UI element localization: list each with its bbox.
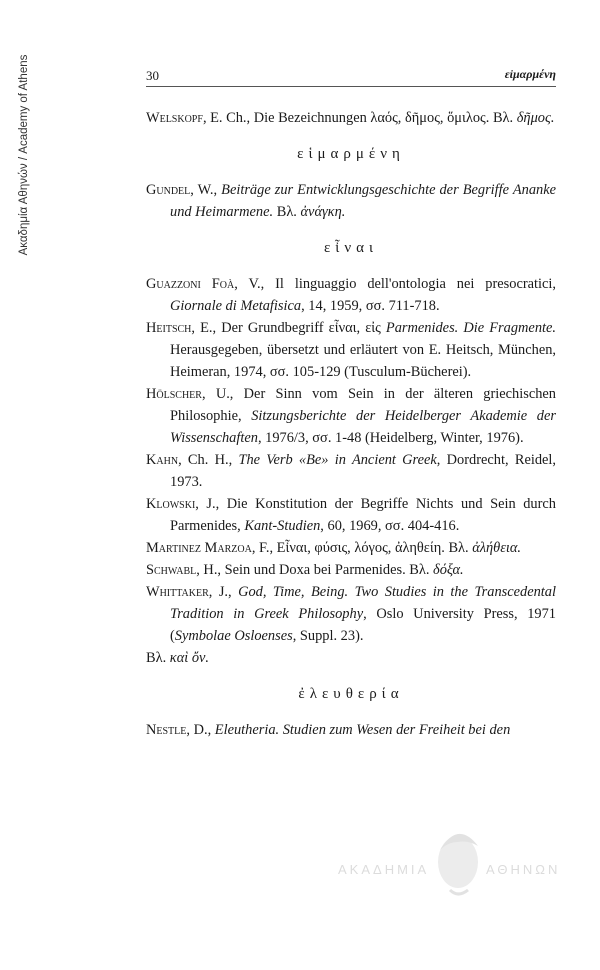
author-name: Hölscher [146,386,202,402]
italic-title: ἀνάγκη. [300,204,346,220]
entry-text: , D., [186,722,215,738]
bibliography-entry [146,719,556,741]
italic-title: God, Time, Being. Two Studies in the Transcedental Tradition in Greek Philosophy [170,584,556,622]
bibliography-entry [146,647,556,669]
bibliography-entry [146,317,556,383]
author-name: Nestle [146,722,187,738]
author-name: Kahn [146,452,179,468]
watermark-left: ΑΚΑΔΗΜΙΑ [338,862,430,877]
italic-title: καὶ ὄν. [169,650,210,666]
athena-head-icon [428,820,488,900]
entry-text: , W., [190,182,222,198]
bibliography-body [146,107,556,741]
italic-title: δῆμος. [516,110,555,126]
bibliography-entry [146,581,556,647]
italic-title: Symbolae Osloenses [174,628,293,644]
entry-text: , Ch. H., [178,452,239,468]
bibliography-entry [146,107,556,129]
page-number: 30 [146,68,159,83]
entry-text: , 60, 1969, σσ. 404-416. [320,518,460,534]
side-watermark-text: Ακαδημία Αθηνών / Academy of Athens [18,54,30,256]
italic-title: Giornale di Metafisica [170,298,302,314]
entry-text: , F., Εἶναι, φύσις, λόγος, ἀληθείη. Βλ. [251,540,473,556]
italic-title: δόξα. [433,562,464,578]
entry-text: , J., [208,584,239,600]
italic-title: The Verb «Be» in Ancient Greek [238,452,437,468]
bibliography-entry [146,273,556,317]
entry-text: , J., Die Konstitution der Begriffe Nichts und Sein durch Parmenides, [170,496,556,534]
watermark-right: ΑΘΗΝΩΝ [486,862,561,877]
author-name: Guazzoni Foà [146,276,235,292]
bibliography-entry [146,179,556,223]
section-heading: εἱμαρμένη [297,146,405,162]
italic-title: Eleutheria. Studien zum Wesen der Freiheit bei den [214,722,511,738]
entry-text: , Suppl. 23). [292,628,364,644]
academy-watermark [338,820,568,910]
entry-text: Herausgegeben, übersetzt und erläutert von E. Heitsch, München, Heimeran, 1974, σσ. 105-129 (Tusculum-Bücherei). [170,342,556,380]
section-heading: εἶναι [323,240,378,256]
italic-title: Parmenides. Die Fragmente. [385,320,556,336]
entry-text: Βλ. [146,650,170,666]
side-watermark [0,0,50,310]
bibliography-entry [146,493,556,537]
italic-title: ἀλήθεια. [472,540,522,556]
entry-text: , E. Ch., Die Bezeichnungen λαός, δῆμος, ὅμιλος. Βλ. [202,110,517,126]
author-name: Whittaker [146,584,209,600]
section-heading: ἐλευθερία [298,686,404,702]
entry-text: , 1976/3, σσ. 1-48 (Heidelberg, Winter, 1976). [257,430,524,446]
running-head [146,64,556,87]
italic-title: Beiträge zur Entwicklungsgeschichte der Begriffe Ananke und Heimarmene. [170,182,556,220]
entry-text: , Oslo University Press, 1971 ( [170,606,556,644]
italic-title: Sitzungsberichte der Heidelberger Akademie der Wissenschaften [170,408,556,446]
author-name: Gundel [146,182,191,198]
entry-text: , E., Der Grundbegriff εἶναι, εἰς [191,320,386,336]
author-name: Klowski [146,496,196,512]
italic-title: Kant-Studien [244,518,321,534]
entry-text: , V., Il linguaggio dell'ontologia nei presocratici, [234,276,556,292]
entry-text: , H., Sein und Doxa bei Parmenides. Βλ. [196,562,434,578]
entry-text: Βλ. [273,204,301,220]
entry-text: , U., Der Sinn vom Sein in der älteren griechischen Philosophie, [170,386,556,424]
bibliography-entry [146,449,556,493]
entry-text: , 14, 1959, σσ. 711-718. [301,298,440,314]
author-name: Schwabl [146,562,197,578]
author-name: Heitsch [146,320,192,336]
author-name: Martinez Marzoa [146,540,252,556]
bibliography-entry [146,537,556,559]
bibliography-entry [146,559,556,581]
entry-text: , Dordrecht, Reidel, 1973. [170,452,557,490]
running-head-title: εἱμαρμένη [504,67,556,81]
bibliography-entry [146,383,556,449]
author-name: Welskopf [146,110,203,126]
